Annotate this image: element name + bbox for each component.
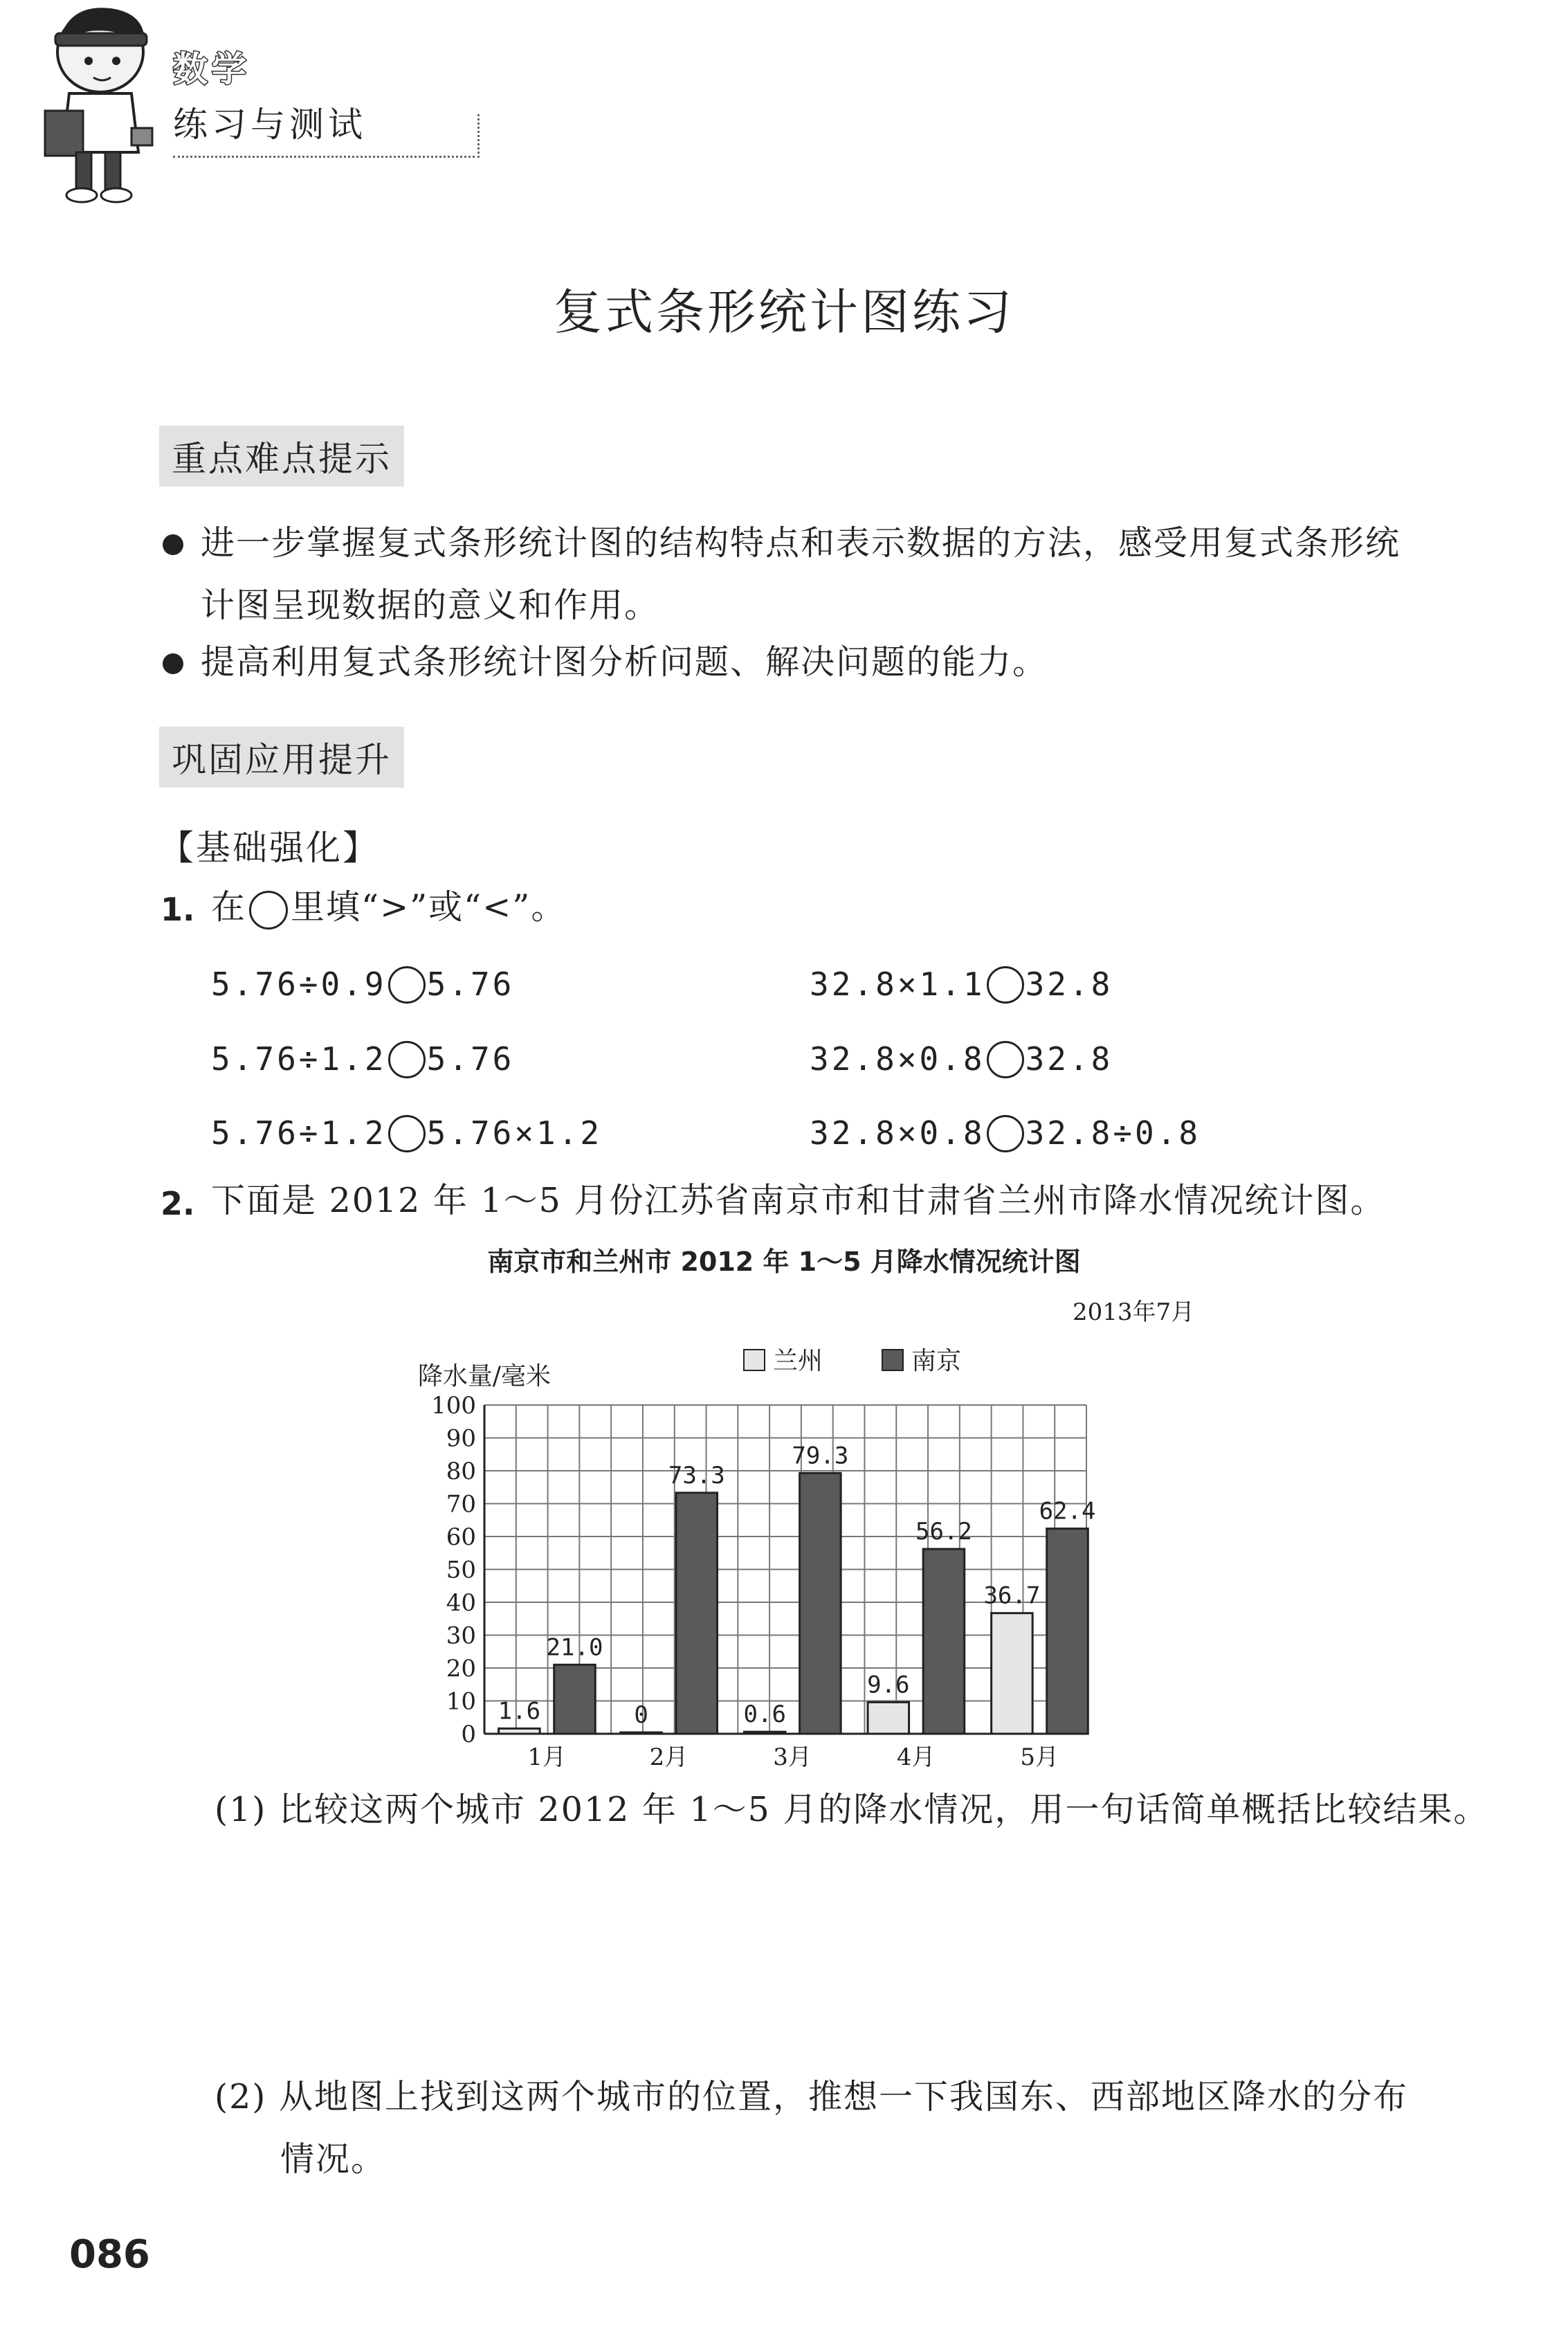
y-axis-label: 降水量/毫米 — [417, 1362, 551, 1390]
y-tick-label: 40 — [446, 1589, 476, 1617]
legend-label: 兰州 — [773, 1347, 823, 1375]
mascot-illustration — [28, 0, 166, 208]
bullet-icon — [163, 653, 183, 674]
y-tick-label: 10 — [446, 1687, 476, 1716]
y-tick-label: 100 — [431, 1392, 476, 1420]
section-label: 【基础强化】 — [159, 828, 379, 868]
q1-row-2-left — [211, 1040, 514, 1078]
bar-lanzhou — [621, 1732, 662, 1734]
key-point-1-line-2: 计图呈现数据的意义和作用。 — [201, 586, 660, 625]
bar-nanjing — [554, 1665, 596, 1734]
y-tick-label: 30 — [446, 1622, 476, 1650]
question-1-prompt-before: 在 — [211, 887, 247, 927]
expr-right: 32.8÷0.8 — [1025, 1114, 1201, 1152]
y-tick-label: 90 — [446, 1424, 476, 1453]
chart-title: 南京市和兰州市 2012 年 1～5 月降水情况统计图 — [487, 1247, 1081, 1277]
data-label: 1.6 — [498, 1697, 541, 1725]
answer-circle[interactable] — [987, 1041, 1024, 1078]
x-tick-label: 3月 — [773, 1743, 812, 1771]
answer-circle[interactable] — [987, 1115, 1024, 1152]
bar-lanzhou — [992, 1613, 1033, 1734]
answer-circle-icon — [249, 891, 288, 930]
data-label: 36.7 — [983, 1582, 1041, 1610]
legend-swatch — [744, 1350, 765, 1370]
expr-right: 32.8 — [1025, 966, 1113, 1003]
bar-nanjing — [923, 1549, 965, 1734]
question-2-sub-2-line-2: 情况。 — [280, 2139, 387, 2179]
q1-row-3-left — [211, 1114, 602, 1152]
legend-label: 南京 — [911, 1347, 962, 1375]
x-tick-label: 4月 — [896, 1743, 936, 1771]
question-1-number: 1. — [161, 891, 195, 928]
bar-nanjing — [1047, 1529, 1088, 1734]
x-tick-label: 2月 — [649, 1743, 689, 1771]
key-points-heading: 重点难点提示 — [159, 426, 404, 487]
page-number: 086 — [69, 2232, 150, 2277]
bar-lanzhou — [868, 1702, 909, 1734]
key-point-1-line-1: 进一步掌握复式条形统计图的结构特点和表示数据的方法，感受用复式条形统 — [201, 523, 1401, 563]
key-point-2: 提高利用复式条形统计图分析问题、解决问题的能力。 — [201, 642, 1048, 682]
x-tick-label: 5月 — [1020, 1743, 1059, 1771]
data-label: 62.4 — [1039, 1497, 1096, 1525]
q1-row-1-right — [810, 966, 1113, 1004]
data-label: 0.6 — [743, 1701, 786, 1729]
chart-date: 2013年7月 — [1073, 1298, 1195, 1326]
question-2-number: 2. — [161, 1185, 195, 1222]
data-label: 73.3 — [668, 1461, 725, 1489]
bar-lanzhou — [499, 1728, 540, 1734]
data-label: 0 — [634, 1701, 648, 1729]
q1-row-3-right — [810, 1114, 1201, 1152]
consolidate-heading: 巩固应用提升 — [159, 727, 404, 788]
x-tick-label: 1月 — [527, 1743, 567, 1771]
legend-swatch — [882, 1350, 903, 1370]
y-tick-label: 70 — [446, 1490, 476, 1519]
data-label: 21.0 — [546, 1633, 603, 1662]
data-label: 56.2 — [915, 1518, 972, 1546]
bar-chart — [388, 1329, 1149, 1779]
data-label: 9.6 — [867, 1671, 910, 1699]
answer-circle[interactable] — [987, 966, 1024, 1004]
question-2-sub-1: (1) 比较这两个城市 2012 年 1～5 月的降水情况，用一句话简单概括比较结果。 — [215, 1790, 1489, 1829]
expr-left: 32.8×0.8 — [810, 1040, 985, 1078]
expr-left: 5.76÷1.2 — [211, 1040, 387, 1078]
question-1-prompt-after: 里填“>”或“<”。 — [291, 887, 567, 927]
expr-left: 5.76÷0.9 — [211, 966, 387, 1003]
expr-right: 5.76 — [426, 1040, 515, 1078]
answer-circle[interactable] — [388, 966, 426, 1004]
q1-row-1-left — [211, 966, 514, 1004]
bar-lanzhou — [744, 1732, 785, 1734]
y-tick-label: 20 — [446, 1655, 476, 1683]
brand-series-title: 练习与测试 — [173, 105, 367, 145]
expr-left: 5.76÷1.2 — [211, 1114, 387, 1152]
q1-row-2-right — [810, 1040, 1113, 1078]
expr-right: 5.76×1.2 — [426, 1114, 603, 1152]
expr-right: 32.8 — [1025, 1040, 1113, 1078]
y-tick-label: 80 — [446, 1458, 476, 1485]
question-1-prompt — [211, 883, 566, 932]
question-2-sub-2-line-1: (2) 从地图上找到这两个城市的位置，推想一下我国东、西部地区降水的分布 — [215, 2077, 1408, 2117]
answer-circle[interactable] — [388, 1115, 426, 1152]
expr-left: 32.8×0.8 — [810, 1114, 985, 1152]
expr-right: 5.76 — [426, 966, 515, 1003]
answer-circle[interactable] — [388, 1041, 426, 1078]
bullet-icon — [163, 534, 183, 555]
y-tick-label: 0 — [461, 1721, 476, 1748]
y-tick-label: 50 — [446, 1556, 476, 1584]
data-label: 79.3 — [792, 1442, 849, 1470]
expr-left: 32.8×1.1 — [810, 966, 985, 1003]
y-tick-label: 60 — [446, 1523, 476, 1551]
bar-nanjing — [800, 1473, 841, 1734]
page-title: 复式条形统计图练习 — [554, 284, 1014, 341]
bar-nanjing — [676, 1493, 718, 1734]
brand-subject: 数学 — [173, 49, 250, 89]
question-2-text: 下面是 2012 年 1～5 月份江苏省南京市和甘肃省兰州市降水情况统计图。 — [211, 1181, 1386, 1220]
